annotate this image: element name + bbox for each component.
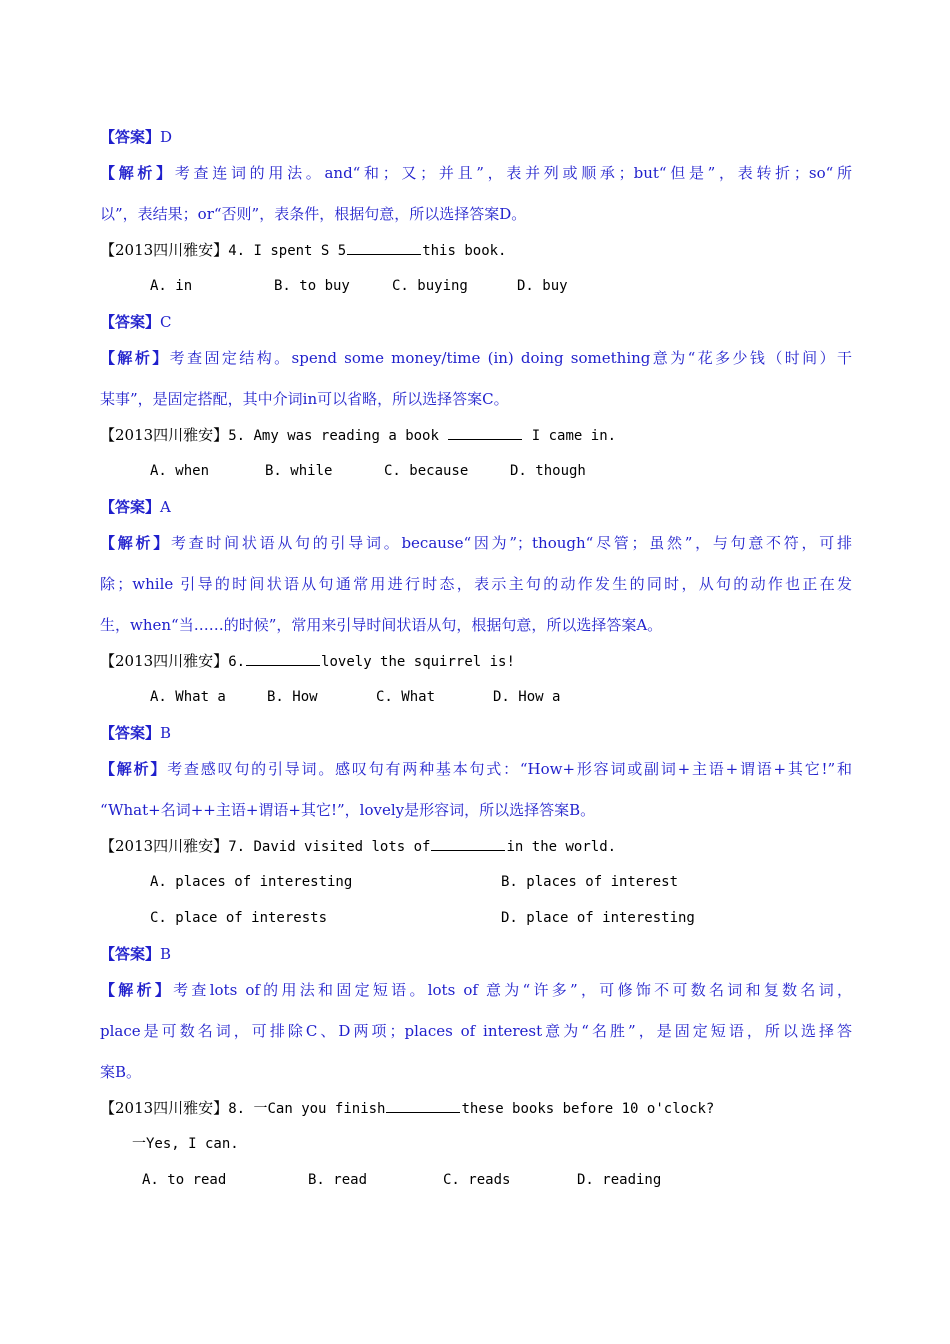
question-stem-q6 (100, 651, 515, 672)
analysis-line (100, 204, 526, 224)
stem-text: 8. 一Can you finish (228, 1101, 386, 1117)
answer-line-q5 (100, 497, 171, 517)
option-a: A. in (150, 278, 193, 294)
answer-label: 【答案】 (100, 313, 161, 331)
answer-label: 【答案】 (100, 724, 161, 742)
analysis-line (100, 980, 852, 1000)
stem-text: 7. David visited lots of (228, 839, 431, 855)
dialogue-reply: 一Yes, I can. (132, 1136, 239, 1152)
analysis-text: 案B。 (100, 1063, 142, 1081)
answer-line-q3 (100, 127, 172, 147)
option-d: D. buy (517, 278, 568, 294)
option-b: B. while (265, 463, 333, 479)
answer-blank (347, 240, 421, 255)
option-c: C. reads (443, 1172, 511, 1188)
analysis-label: 【解析】 (100, 760, 168, 778)
analysis-line (100, 163, 852, 183)
answer-line-q4 (100, 312, 172, 332)
option-d: D. reading (577, 1172, 662, 1188)
answer-value: C (160, 313, 172, 331)
option-c: C. because (384, 463, 469, 479)
analysis-label: 【解析】 (100, 349, 170, 367)
answer-value: A (160, 498, 171, 516)
question-stem-q4 (100, 240, 507, 261)
source-label: 【2013四川雅安】 (100, 1099, 229, 1117)
analysis-text: 除；while 引导的时间状语从句通常用进行时态，表示主句的动作发生的同时，从句的动作也正在发 (100, 575, 852, 593)
stem-text: in the world. (506, 839, 617, 855)
answer-blank (448, 425, 522, 440)
answer-blank (386, 1098, 460, 1113)
question-stem-q8 (100, 1098, 714, 1119)
analysis-text: 考查连词的用法。and“和；又；并且”，表并列或顺承；but“但是”，表转折；so“所 (174, 164, 852, 182)
answer-label: 【答案】 (100, 945, 161, 963)
analysis-line (100, 1062, 141, 1082)
option-d: D. place of interesting (501, 910, 695, 926)
option-c: C. What (376, 689, 436, 705)
analysis-line (100, 533, 852, 553)
analysis-line (100, 800, 595, 820)
analysis-text: 某事”，是固定搭配，其中介词in可以省略，所以选择答案C。 (100, 390, 509, 408)
analysis-label: 【解析】 (100, 534, 171, 552)
answer-line-q6 (100, 723, 171, 743)
analysis-text: place是可数名词，可排除C、D两项；places of interest意为“名胜”，是固定短语，所以选择答 (100, 1022, 852, 1040)
option-d: D. though (510, 463, 586, 479)
stem-text: 6. (228, 654, 246, 670)
option-d: D. How a (493, 689, 561, 705)
analysis-text: 考查固定结构。spend some money/time (in) doing something意为“花多少钱（时间）干 (169, 349, 852, 367)
answer-value: D (160, 128, 173, 146)
option-a: A. What a (150, 689, 226, 705)
option-b: B. to buy (274, 278, 350, 294)
analysis-text: 生，when“当……的时候”，常用来引导时间状语从句，根据句意，所以选择答案A。 (100, 616, 663, 634)
source-label: 【2013四川雅安】 (100, 837, 229, 855)
option-b: B. How (267, 689, 318, 705)
stem-text: I came in. (523, 428, 617, 444)
answer-line-q7 (100, 944, 171, 964)
answer-label: 【答案】 (100, 128, 161, 146)
analysis-line (100, 574, 852, 594)
analysis-line (100, 759, 852, 779)
source-label: 【2013四川雅安】 (100, 652, 229, 670)
analysis-label: 【解析】 (100, 164, 175, 182)
option-b: B. places of interest (501, 874, 679, 890)
analysis-line (100, 348, 852, 368)
analysis-text: 考查时间状语从句的引导词。because“因为”；though“尽管；虽然”，与句意不符，可排 (170, 534, 852, 552)
analysis-text: 考查感叹句的引导词。感叹句有两种基本句式：“How+形容词或副词+主语+谓语+其它!”和 (167, 760, 852, 778)
option-b: B. read (308, 1172, 368, 1188)
stem-text: this book. (422, 243, 507, 259)
stem-text: these books before 10 o'clock? (461, 1101, 715, 1117)
analysis-line (100, 1021, 852, 1041)
analysis-text: 考查lots of的用法和固定短语。lots of 意为“许多”，可修饰不可数名词和复数名词， (173, 981, 852, 999)
option-c: C. place of interests (150, 910, 328, 926)
question-stem-q7 (100, 836, 616, 857)
analysis-line (100, 615, 662, 635)
option-a: A. when (150, 463, 210, 479)
stem-text: 4. I spent S 5 (228, 243, 347, 259)
answer-value: B (160, 945, 172, 963)
option-c: C. buying (392, 278, 468, 294)
source-label: 【2013四川雅安】 (100, 426, 229, 444)
question-stem-q5 (100, 425, 616, 446)
stem-text: lovely the squirrel is! (321, 654, 515, 670)
answer-blank (246, 651, 320, 666)
source-label: 【2013四川雅安】 (100, 241, 229, 259)
analysis-text: “What+名词++主语+谓语+其它!”，lovely是形容词，所以选择答案B。 (100, 801, 596, 819)
analysis-label: 【解析】 (100, 981, 174, 999)
analysis-line (100, 389, 509, 409)
analysis-text: 以”，表结果；or“否则”，表条件，根据句意，所以选择答案D。 (100, 205, 527, 223)
answer-blank (431, 836, 505, 851)
answer-label: 【答案】 (100, 498, 161, 516)
stem-text: 5. Amy was reading a book (228, 428, 448, 444)
option-a: A. to read (142, 1172, 227, 1188)
option-a: A. places of interesting (150, 874, 353, 890)
answer-value: B (160, 724, 172, 742)
